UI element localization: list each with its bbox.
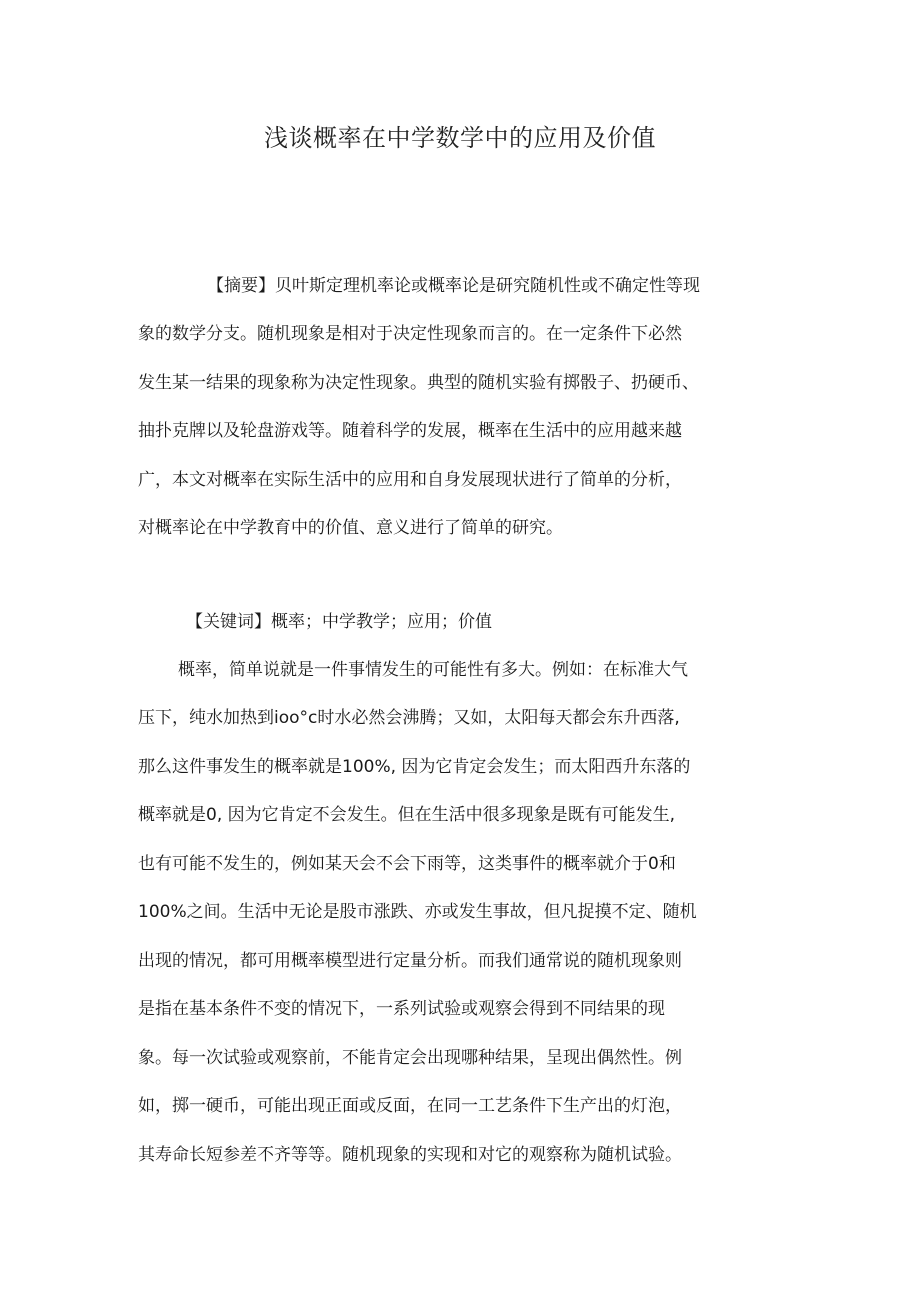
abstract-line: 抽扑克牌以及轮盘游戏等。随着科学的发展，概率在生活中的应用越来越 [138,421,682,441]
document-title: 浅谈概率在中学数学中的应用及价值 [264,124,656,152]
body-line: 100%之间。生活中无论是股市涨跌、亦或发生事故，但凡捉摸不定、随机 [138,902,697,922]
abstract-line: 【摘要】贝叶斯定理机率论或概率论是研究随机性或不确定性等现 [207,276,700,296]
body-line: 是指在基本条件不变的情况下，一系列试验或观察会得到不同结果的现 [138,999,665,1019]
abstract-line: 广，本文对概率在实际生活中的应用和自身发展现状进行了简单的分析， [138,470,682,490]
body-line: 其寿命长短参差不齐等等。随机现象的实现和对它的观察称为随机试验。 [138,1145,682,1165]
abstract-line: 发生某一结果的现象称为决定性现象。典型的随机实验有掷骰子、扔硬币、 [138,373,699,393]
body-line: 概率就是0, 因为它肯定不会发生。但在生活中很多现象是既有可能发生, [138,805,676,825]
body-line: 如，掷一硬币，可能出现正面或反面，在同一工艺条件下生产出的灯泡， [138,1096,682,1116]
body-line: 象。每一次试验或观察前，不能肯定会出现哪种结果，呈现出偶然性。例 [138,1048,682,1068]
abstract-line: 象的数学分支。随机现象是相对于决定性现象而言的。在一定条件下必然 [138,324,682,344]
body-line: 出现的情况，都可用概率模型进行定量分析。而我们通常说的随机现象则 [138,951,682,971]
keywords-line: 【关键词】概率；中学教学；应用；价值 [186,612,492,632]
body-line: 也有可能不发生的，例如某天会不会下雨等，这类事件的概率就介于0和 [138,854,676,874]
body-line: 那么这件事发生的概率就是100%, 因为它肯定会发生；而太阳西升东落的 [138,757,691,777]
body-line: 概率，简单说就是一件事情发生的可能性有多大。例如：在标准大气 [178,660,688,680]
body-line: 压下，纯水加热到ioo°c时水必然会沸腾；又如，太阳每天都会东升西落, [138,708,680,728]
abstract-line: 对概率论在中学教育中的价值、意义进行了简单的研究。 [138,518,563,538]
